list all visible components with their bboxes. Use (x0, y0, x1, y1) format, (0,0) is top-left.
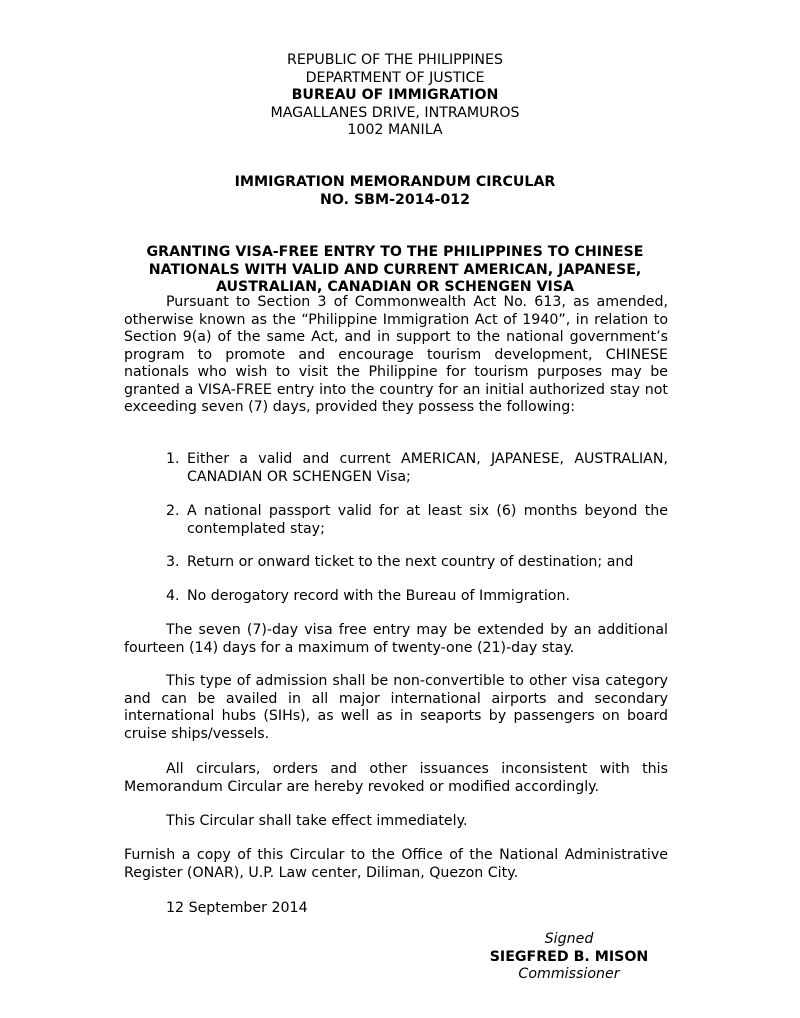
list-item-number: 4. (166, 588, 180, 604)
letterhead-bureau: BUREAU OF IMMIGRATION (291, 87, 499, 103)
list-item-number: 1. (166, 451, 180, 467)
list-item (166, 451, 668, 486)
requirements-list (166, 503, 668, 538)
requirements-list (166, 554, 668, 572)
signed-label: Signed (544, 931, 594, 947)
circular-title: IMMIGRATION MEMORANDUM CIRCULAR (234, 174, 556, 190)
list-item-text: A national passport valid for at least six (6) months beyond the contemplated stay; (187, 503, 668, 537)
list-item-text: No derogatory record with the Bureau of Immigration. (187, 588, 570, 604)
list-item (166, 554, 668, 572)
intro-paragraph: Pursuant to Section 3 of Commonwealth Act No. 613, as amended, otherwise known as the “Philippine Immigration Act of 1940”, in relation to Section 9(a) of the same Act, and in support to the national government’s program to promote and encourage tourism development, CHINESE nationals who wish to visit the Philippine for tourism purposes may be granted a VISA-FREE entry into the country for an initial authorized stay not exceeding seven (7) days, provided they possess the following: (124, 294, 668, 415)
issue-date: 12 September 2014 (166, 900, 308, 916)
signature-block (469, 931, 669, 984)
signatory-title: Commissioner (518, 966, 620, 982)
subject-heading (0, 244, 790, 297)
letterhead-republic: REPUBLIC OF THE PHILIPPINES (286, 52, 504, 68)
list-item-number: 2. (166, 503, 180, 519)
requirements-list (166, 451, 668, 486)
list-item-number: 3. (166, 554, 180, 570)
letterhead-department: DEPARTMENT OF JUSTICE (305, 69, 485, 86)
circular-heading (0, 174, 790, 209)
admission-paragraph: This type of admission shall be non-convertible to other visa category and can be availed in all major international airports and secondary international hubs (SIHs), as well as in seaports by passengers on board cruise ships/vessels. (124, 673, 668, 742)
revocation-paragraph: All circulars, orders and other issuances inconsistent with this Memorandum Circular are hereby revoked or modified accordingly. (124, 761, 668, 795)
subject-line-2: NATIONALS WITH VALID AND CURRENT AMERICAN, JAPANESE, (148, 261, 642, 278)
letterhead (0, 52, 790, 140)
furnish-paragraph: Furnish a copy of this Circular to the Office of the National Administrative Register (ONAR), U.P. Law center, Diliman, Quezon City. (124, 847, 668, 881)
list-item (166, 503, 668, 538)
extension-paragraph: The seven (7)-day visa free entry may be extended by an additional fourteen (14) days for a maximum of twenty-one (21)-day stay. (124, 622, 668, 656)
signatory-name: SIEGFRED B. MISON (489, 948, 649, 965)
list-item-text: Return or onward ticket to the next country of destination; and (187, 554, 634, 570)
circular-number: NO. SBM-2014-012 (320, 191, 470, 208)
list-item (166, 588, 668, 606)
requirements-list (166, 588, 668, 606)
letterhead-address: MAGALLANES DRIVE, INTRAMUROS (270, 104, 520, 121)
effect-paragraph: This Circular shall take effect immediately. (166, 813, 468, 829)
subject-line-3: AUSTRALIAN, CANADIAN OR SCHENGEN VISA (215, 279, 575, 295)
list-item-text: Either a valid and current AMERICAN, JAPANESE, AUSTRALIAN, CANADIAN OR SCHENGEN Visa; (187, 451, 668, 485)
letterhead-city: 1002 MANILA (347, 122, 443, 138)
subject-line-1: GRANTING VISA-FREE ENTRY TO THE PHILIPPINES TO CHINESE (146, 244, 644, 260)
